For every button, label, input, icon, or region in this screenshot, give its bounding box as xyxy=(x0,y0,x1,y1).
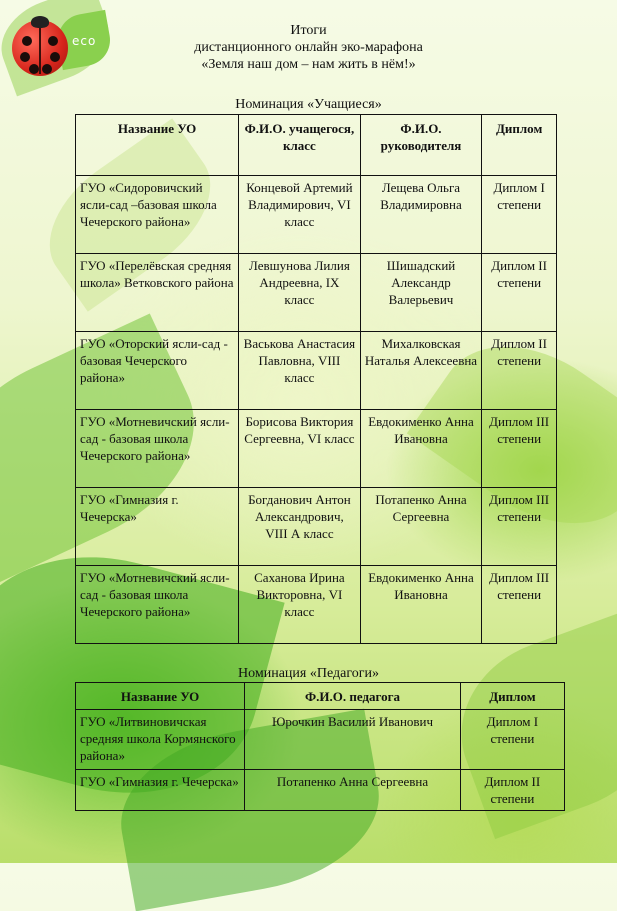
eco-logo-text: eco xyxy=(72,34,97,48)
table-row xyxy=(76,176,557,254)
school-cell: ГУО «Сидоровичский ясли-сад –базовая школа Чечерского района» xyxy=(76,176,239,254)
school-cell: ГУО «Мотневичский ясли-сад - базовая школа Чечерского района» xyxy=(76,410,239,488)
column-header: Ф.И.О. руководителя xyxy=(360,115,482,176)
school-cell: ГУО «Мотневичский ясли-сад - базовая школа Чечерского района» xyxy=(76,566,239,644)
table-row xyxy=(76,710,565,770)
supervisor-cell: Михалковская Наталья Алексеевна xyxy=(360,332,482,410)
table-row xyxy=(76,410,557,488)
students-caption: Номинация «Учащиеся» xyxy=(235,97,382,112)
diploma-cell: Диплом I степени xyxy=(482,176,557,254)
teacher-cell: Юрочкин Василий Иванович xyxy=(245,710,461,770)
teachers-table xyxy=(75,682,565,811)
column-header: Ф.И.О. педагога xyxy=(245,683,461,710)
title-line-1: Итоги xyxy=(290,23,327,38)
page-title xyxy=(0,22,617,73)
school-cell: ГУО «Гимназия г. Чечерска» xyxy=(76,770,245,811)
student-cell: Борисова Виктория Сергеевна, VI класс xyxy=(239,410,361,488)
supervisor-cell: Лещева Ольга Владимировна xyxy=(360,176,482,254)
table-row xyxy=(76,254,557,332)
diploma-cell: Диплом II степени xyxy=(460,770,564,811)
school-cell: ГУО «Перелёвская средняя школа» Ветковского района xyxy=(76,254,239,332)
student-cell: Концевой Артемий Владимирович, VI класс xyxy=(239,176,361,254)
supervisor-cell: Шишадский Александр Валерьевич xyxy=(360,254,482,332)
table-header-row xyxy=(76,683,565,710)
column-header: Ф.И.О. учащегося, класс xyxy=(239,115,361,176)
column-header: Диплом xyxy=(460,683,564,710)
column-header: Диплом xyxy=(482,115,557,176)
student-cell: Богданович Антон Александрович, VIII А класс xyxy=(239,488,361,566)
student-cell: Васькова Анастасия Павловна, VIII класс xyxy=(239,332,361,410)
diploma-cell: Диплом II степени xyxy=(482,332,557,410)
school-cell: ГУО «Литвиновичская средняя школа Кормянского района» xyxy=(76,710,245,770)
diploma-cell: Диплом III степени xyxy=(482,410,557,488)
table-header-row xyxy=(76,115,557,176)
student-cell: Левшунова Лилия Андреевна, IX класс xyxy=(239,254,361,332)
school-cell: ГУО «Оторский ясли-сад - базовая Чечерского района» xyxy=(76,332,239,410)
table-row xyxy=(76,488,557,566)
column-header: Название УО xyxy=(76,683,245,710)
diploma-cell: Диплом II степени xyxy=(482,254,557,332)
supervisor-cell: Потапенко Анна Сергеевна xyxy=(360,488,482,566)
diploma-cell: Диплом III степени xyxy=(482,566,557,644)
table-row xyxy=(76,332,557,410)
column-header: Название УО xyxy=(76,115,239,176)
diploma-cell: Диплом I степени xyxy=(460,710,564,770)
students-table xyxy=(75,114,557,644)
supervisor-cell: Евдокименко Анна Ивановна xyxy=(360,410,482,488)
title-line-3: «Земля наш дом – нам жить в нём!» xyxy=(201,57,416,72)
title-line-2: дистанционного онлайн эко-марафона xyxy=(194,40,423,55)
diploma-cell: Диплом III степени xyxy=(482,488,557,566)
teacher-cell: Потапенко Анна Сергеевна xyxy=(245,770,461,811)
table-row xyxy=(76,566,557,644)
supervisor-cell: Евдокименко Анна Ивановна xyxy=(360,566,482,644)
teachers-caption: Номинация «Педагоги» xyxy=(238,666,379,681)
table-row xyxy=(76,770,565,811)
student-cell: Саханова Ирина Викторовна, VI класс xyxy=(239,566,361,644)
school-cell: ГУО «Гимназия г. Чечерска» xyxy=(76,488,239,566)
